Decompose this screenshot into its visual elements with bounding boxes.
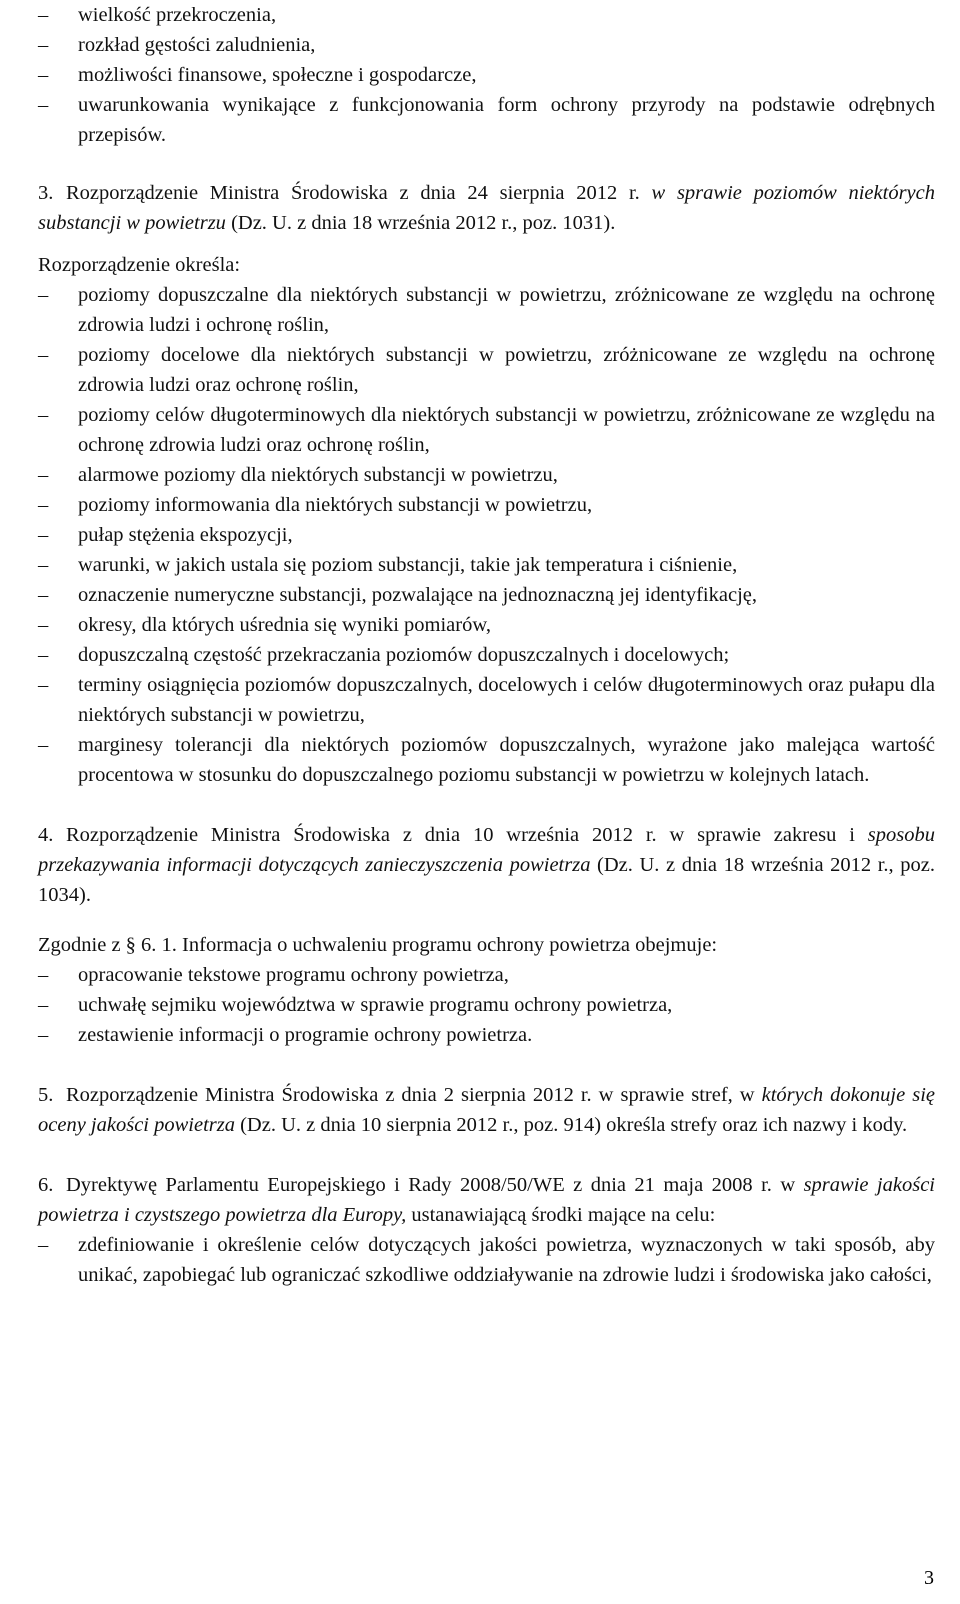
section-3-heading: 3. Rozporządzenie Ministra Środowiska z dnia 24 sierpnia 2012 r. w sprawie poziomów niektórych substancji w powietrzu (Dz. U. z dnia 18 września 2012 r., poz. 1031). <box>38 182 935 234</box>
list-item: – poziomy docelowe dla niektórych substancji w powietrzu, zróżnicowane ze względu na ochronę zdrowia ludzi oraz ochronę roślin, <box>38 340 935 400</box>
list-item: – uchwałę sejmiku województwa w sprawie programu ochrony powietrza, <box>38 990 935 1020</box>
section-3-list <box>38 280 935 790</box>
section-4-intro: Zgodnie z § 6. 1. Informacja o uchwaleniu programu ochrony powietrza obejmuje: <box>38 934 718 956</box>
list-item: – okresy, dla których uśrednia się wyniki pomiarów, <box>38 610 935 640</box>
section-5-heading: 5. Rozporządzenie Ministra Środowiska z dnia 2 sierpnia 2012 r. w sprawie stref, w których dokonuje się oceny jakości powietrza (Dz. U. z dnia 10 sierpnia 2012 r., poz. 914) określa strefy oraz ich nazwy i kody. <box>38 1084 935 1136</box>
list-item: – pułap stężenia ekspozycji, <box>38 520 935 550</box>
document-page <box>38 0 935 1290</box>
list-item: – terminy osiągnięcia poziomów dopuszczalnych, docelowych i celów długoterminowych oraz pułapu dla niektórych substancji w powietrzu, <box>38 670 935 730</box>
list-item: – możliwości finansowe, społeczne i gospodarcze, <box>38 60 935 90</box>
list-item: – zestawienie informacji o programie ochrony powietrza. <box>38 1020 935 1050</box>
section-6-heading: 6. Dyrektywę Parlamentu Europejskiego i Rady 2008/50/WE z dnia 21 maja 2008 r. w sprawie jakości powietrza i czystszego powietrza dla Europy, ustanawiającą środki mające na celu: <box>38 1174 936 1226</box>
list-item: – rozkład gęstości zaludnienia, <box>38 30 935 60</box>
section-5 <box>38 1080 935 1140</box>
list-item: – uwarunkowania wynikające z funkcjonowania form ochrony przyrody na podstawie odrębnych przepisów. <box>38 90 935 150</box>
list-item: – alarmowe poziomy dla niektórych substancji w powietrzu, <box>38 460 935 490</box>
section-4-list <box>38 960 935 1050</box>
section-6-list <box>38 1230 935 1290</box>
list-item: – marginesy tolerancji dla niektórych poziomów dopuszczalnych, wyrażone jako malejąca wartość procentowa w stosunku do dopuszczalnego poziomu substancji w powietrzu w kolejnych latach. <box>38 730 935 790</box>
page-number: 3 <box>924 1567 934 1589</box>
list-item: – oznaczenie numeryczne substancji, pozwalające na jednoznaczną jej identyfikację, <box>38 580 935 610</box>
list-item: – poziomy dopuszczalne dla niektórych substancji w powietrzu, zróżnicowane ze względu na ochronę zdrowia ludzi i ochronę roślin, <box>38 280 935 340</box>
section-3-intro: Rozporządzenie określa: <box>38 254 241 276</box>
section-3 <box>38 178 935 790</box>
list-item: – opracowanie tekstowe programu ochrony powietrza, <box>38 960 935 990</box>
list-item: – poziomy informowania dla niektórych substancji w powietrzu, <box>38 490 935 520</box>
list-item: – warunki, w jakich ustala się poziom substancji, takie jak temperatura i ciśnienie, <box>38 550 935 580</box>
list-item: – poziomy celów długoterminowych dla niektórych substancji w powietrzu, zróżnicowane ze względu na ochronę zdrowia ludzi oraz ochronę roślin, <box>38 400 935 460</box>
list-item: – zdefiniowanie i określenie celów dotyczących jakości powietrza, wyznaczonych w taki sposób, aby unikać, zapobiegać lub ograniczać szkodliwe oddziaływanie na zdrowie ludzi i środowiska jako całości, <box>38 1230 935 1290</box>
section-4 <box>38 820 935 1050</box>
list-item: – dopuszczalną częstość przekraczania poziomów dopuszczalnych i docelowych; <box>38 640 935 670</box>
list-item: – wielkość przekroczenia, <box>38 0 935 30</box>
section-4-heading: 4. Rozporządzenie Ministra Środowiska z dnia 10 września 2012 r. w sprawie zakresu i sposobu przekazywania informacji dotyczących zanieczyszczenia powietrza (Dz. U. z dnia 18 września 2012 r., poz. 1034). <box>38 824 936 906</box>
section-6 <box>38 1170 935 1290</box>
criteria-list <box>38 0 935 150</box>
